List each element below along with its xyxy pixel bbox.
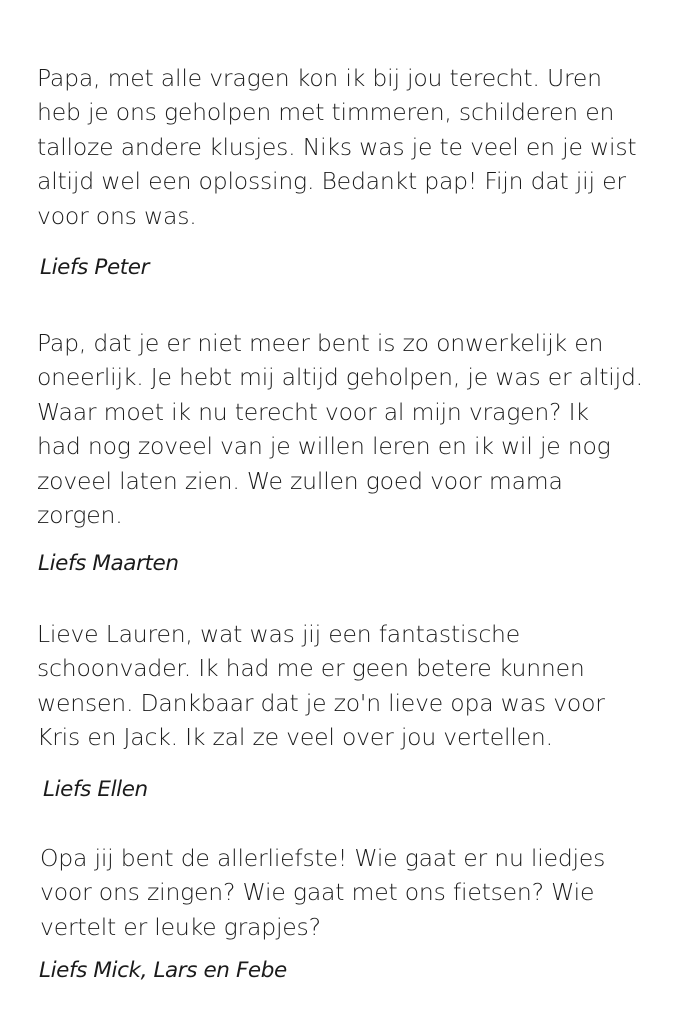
tribute-message-maarten: Pap, dat je er niet meer bent is zo onwerkelijk en oneerlijk. Je hebt mij altijd geholpen, je was er altijd. Waar moet ik nu terecht voor al mijn vragen? Ik had nog zoveel van je willen leren en ik wil je nog zoveel laten zien. We zullen goed voor mama zorgen. xyxy=(37,329,643,530)
signature-maarten: Liefs Maarten xyxy=(38,551,179,576)
signature-grandchildren: Liefs Mick, Lars en Febe xyxy=(39,958,287,983)
signature-peter: Liefs Peter xyxy=(40,255,150,280)
tribute-message-grandchildren: Opa jij bent de allerliefste! Wie gaat er nu liedjes voor ons zingen? Wie gaat met ons fietsen? Wie vertelt er leuke grapjes? xyxy=(40,844,606,941)
tribute-message-ellen: Lieve Lauren, wat was jij een fantastische schoonvader. Ik had me er geen betere kunnen wensen. Dankbaar dat je zo'n lieve opa was voor Kris en Jack. Ik zal ze veel over jou vertellen. xyxy=(37,620,605,752)
tribute-message-peter: Papa, met alle vragen kon ik bij jou terecht. Uren heb je ons geholpen met timmeren, schilderen en talloze andere klusjes. Niks was je te veel en je wist altijd wel een oplossing. Bedankt pap! Fijn dat jij er voor ons was. xyxy=(37,64,637,230)
signature-ellen: Liefs Ellen xyxy=(43,777,148,802)
